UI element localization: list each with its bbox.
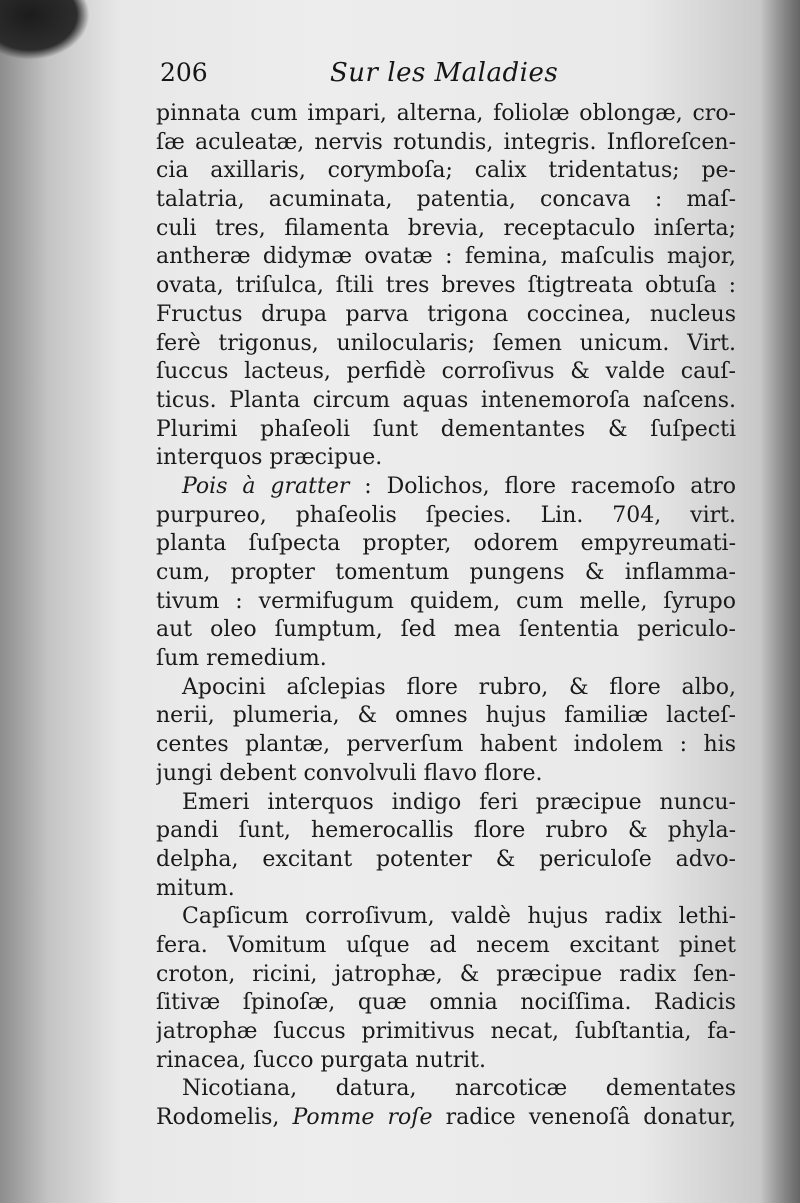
text-line bbox=[156, 817, 736, 846]
line-text: antheræ didymæ ovatæ : femina, maſculis major, bbox=[156, 244, 736, 270]
line-text: ſum remedium. bbox=[156, 646, 327, 672]
text-line bbox=[156, 961, 736, 990]
page-header bbox=[160, 58, 580, 92]
line-text: ſitivæ ſpinoſæ, quæ omnia nociſſima. Radicis bbox=[156, 990, 736, 1016]
line-text: mitum. bbox=[156, 875, 235, 901]
line-text: Plurimi phaſeoli ſunt dementantes & ſuſpecti bbox=[156, 416, 736, 442]
text-line bbox=[156, 588, 736, 617]
running-title: Sur les Maladies bbox=[330, 58, 559, 88]
line-text: interquos præcipue. bbox=[156, 445, 383, 471]
text-line bbox=[156, 530, 736, 559]
line-text: Emeri interquos indigo feri præcipue nuncu- bbox=[182, 789, 736, 815]
line-text: purpureo, phaſeolis ſpecies. Lin. 704, virt. bbox=[156, 502, 736, 528]
text-line bbox=[156, 731, 736, 760]
text-line bbox=[156, 416, 736, 445]
text-line bbox=[156, 444, 736, 473]
text-line bbox=[156, 846, 736, 875]
line-text: Rodomelis, bbox=[156, 1105, 293, 1131]
text-line bbox=[156, 875, 736, 904]
text-line bbox=[156, 1047, 736, 1076]
line-text: planta ſuſpecta propter, odorem empyreumati- bbox=[156, 531, 736, 557]
line-text: culi tres, filamenta brevia, receptaculo inſerta; bbox=[156, 215, 736, 241]
body-text bbox=[156, 100, 736, 1133]
line-text: ſæ aculeatæ, nervis rotundis, integris. Infloreſcen- bbox=[156, 129, 736, 155]
line-text: tivum : vermifugum quidem, cum melle, ſyrupo bbox=[156, 588, 736, 614]
text-line bbox=[156, 674, 736, 703]
page-edge-shadow bbox=[760, 0, 800, 1203]
text-line bbox=[156, 559, 736, 588]
text-line bbox=[156, 645, 736, 674]
text-line bbox=[156, 473, 736, 502]
line-text: jatrophæ ſuccus primitivus necat, ſubſtantia, fa- bbox=[156, 1019, 736, 1044]
text-line bbox=[156, 157, 736, 186]
line-text: radice venenoſâ donatur, bbox=[432, 1105, 736, 1131]
line-text: nerii, plumeria, & omnes hujus familiæ lacteſ- bbox=[156, 703, 736, 729]
text-line bbox=[156, 1075, 736, 1104]
line-text: pandi ſunt, hemerocallis flore rubro & phyla- bbox=[156, 818, 736, 844]
text-line bbox=[156, 903, 736, 932]
text-line bbox=[156, 358, 736, 387]
text-line bbox=[156, 1104, 736, 1133]
line-text: : Dolichos, flore racemoſo atro bbox=[349, 473, 736, 499]
text-line bbox=[156, 272, 736, 301]
line-text: ferè trigonus, unilocularis; ſemen unicum. Virt. bbox=[156, 330, 736, 356]
page-number: 206 bbox=[160, 58, 208, 87]
line-text: Apocini aſclepias flore rubro, & flore albo, bbox=[182, 674, 736, 700]
line-text: cia axillaris, corymboſa; calix tridentatus; pe- bbox=[156, 158, 736, 184]
text-line bbox=[156, 387, 736, 416]
line-text: ſuccus lacteus, perfidè corroſivus & valde cauſ- bbox=[156, 359, 736, 385]
text-line bbox=[156, 789, 736, 818]
line-text: croton, ricini, jatrophæ, & præcipue radix ſen- bbox=[156, 961, 736, 987]
line-text: rinacea, ſucco purgata nutrit. bbox=[156, 1047, 486, 1073]
text-line bbox=[156, 100, 736, 129]
line-text: pinnata cum impari, alterna, foliolæ oblongæ, cro- bbox=[156, 101, 736, 126]
line-text: cum, propter tomentum pungens & inflamma- bbox=[156, 560, 736, 585]
text-line bbox=[156, 330, 736, 359]
text-line bbox=[156, 129, 736, 158]
text-line bbox=[156, 760, 736, 789]
line-text: ticus. Planta circum aquas intenemoroſa naſcens. bbox=[156, 387, 736, 413]
line-text: talatria, acuminata, patentia, concava : maſ- bbox=[156, 187, 736, 213]
thumb-shadow bbox=[0, 0, 90, 60]
text-line bbox=[156, 186, 736, 215]
text-line bbox=[156, 989, 736, 1018]
line-text: aut oleo ſumptum, ſed mea ſententia periculo- bbox=[156, 617, 736, 643]
line-text: Nicotiana, datura, narcoticæ dementates bbox=[182, 1076, 736, 1102]
line-text: fera. Vomitum uſque ad necem excitant pinet bbox=[156, 932, 736, 958]
line-text: delpha, excitant potenter & periculoſe advo- bbox=[156, 846, 736, 872]
line-text: Fructus drupa parva trigona coccinea, nucleus bbox=[156, 301, 736, 327]
text-line bbox=[156, 215, 736, 244]
line-text: Capſicum corroſivum, valdè hujus radix lethi- bbox=[182, 904, 736, 930]
text-line bbox=[156, 616, 736, 645]
page-gutter-shadow bbox=[0, 0, 120, 1203]
italic-term: Pois à gratter bbox=[182, 473, 350, 499]
line-text: ovata, triſulca, ſtili tres breves ſtigtreata obtuſa : bbox=[156, 273, 736, 299]
line-text: jungi debent convolvuli flavo flore. bbox=[156, 760, 543, 786]
line-text: centes plantæ, perverſum habent indolem : his bbox=[156, 732, 736, 758]
text-line bbox=[156, 301, 736, 330]
text-line bbox=[156, 502, 736, 531]
text-line bbox=[156, 243, 736, 272]
text-line bbox=[156, 702, 736, 731]
text-line bbox=[156, 1018, 736, 1047]
text-line bbox=[156, 932, 736, 961]
italic-term: Pomme roſe bbox=[292, 1105, 433, 1131]
